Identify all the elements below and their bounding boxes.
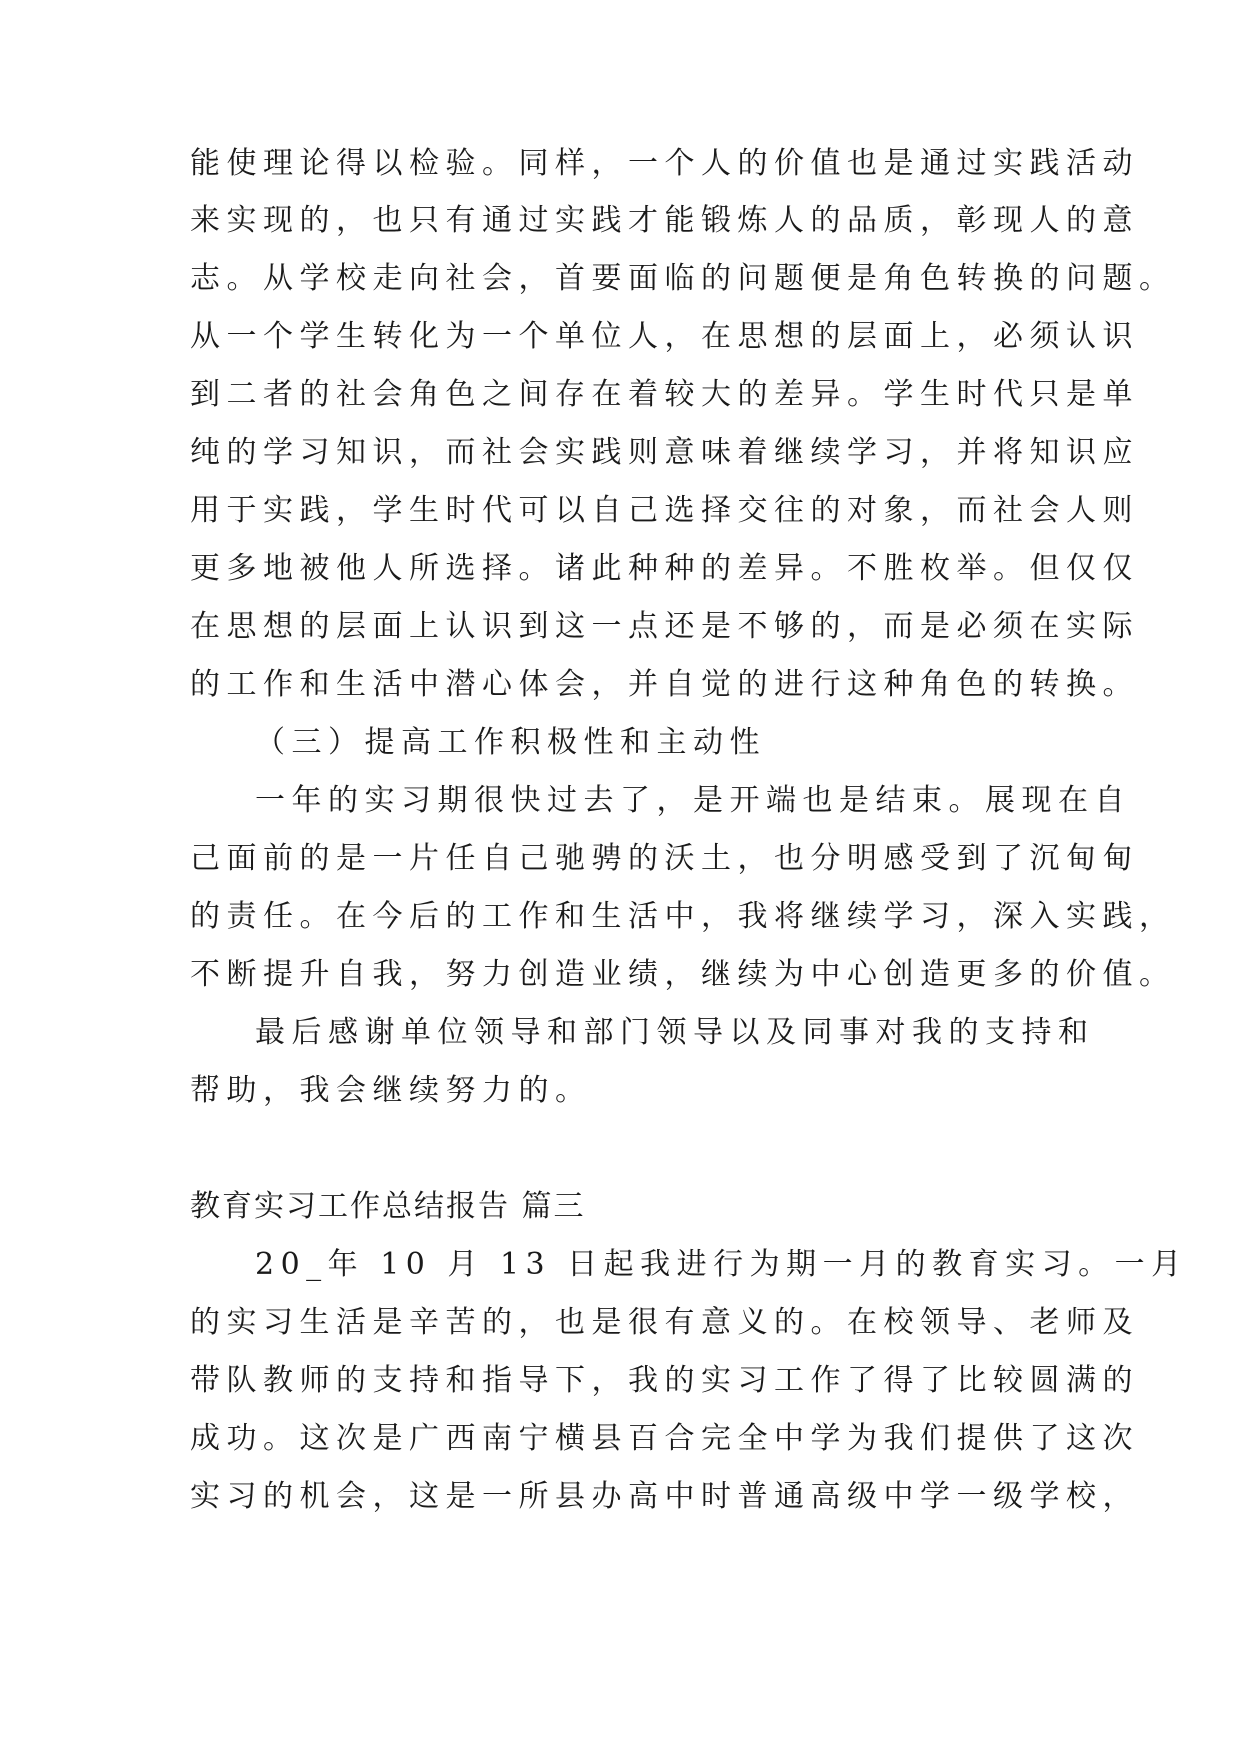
body-line: 在思想的层面上认识到这一点还是不够的，而是必须在实际 bbox=[190, 609, 1139, 644]
body-line: 从一个学生转化为一个单位人，在思想的层面上，必须认识 bbox=[190, 319, 1139, 354]
body-line: 更多地被他人所选择。诸此种种的差异。不胜枚举。但仅仅 bbox=[190, 551, 1139, 586]
body-line: 成功。这次是广西南宁横县百合完全中学为我们提供了这次 bbox=[190, 1421, 1139, 1456]
body-line: 的工作和生活中潜心体会，并自觉的进行这种角色的转换。 bbox=[190, 667, 1139, 702]
body-line: 带队教师的支持和指导下，我的实习工作了得了比较圆满的 bbox=[190, 1363, 1139, 1398]
body-line: 能使理论得以检验。同样，一个人的价值也是通过实践活动 bbox=[190, 146, 1139, 181]
body-line: 纯的学习知识，而社会实践则意味着继续学习，并将知识应 bbox=[190, 435, 1139, 470]
body-line: 用于实践，学生时代可以自己选择交往的对象，而社会人则 bbox=[190, 493, 1139, 528]
body-line: 到二者的社会角色之间存在着较大的差异。学生时代只是单 bbox=[190, 377, 1139, 412]
body-line: 来实现的，也只有通过实践才能锻炼人的品质，彰现人的意 bbox=[190, 203, 1139, 238]
body-line: 实习的机会，这是一所县办高中时普通高级中学一级学校， bbox=[190, 1479, 1139, 1514]
body-line: 己面前的是一片任自己驰骋的沃土，也分明感受到了沉甸甸 bbox=[190, 841, 1139, 876]
paragraph-first-line: 最后感谢单位领导和部门领导以及同事对我的支持和 bbox=[255, 1015, 1095, 1050]
body-line: 志。从学校走向社会，首要面临的问题便是角色转换的问题。 bbox=[190, 261, 1176, 296]
section-heading: （三）提高工作积极性和主动性 bbox=[255, 725, 766, 760]
section-title: 教育实习工作总结报告 篇三 bbox=[190, 1189, 586, 1224]
paragraph-first-line: 20_年 10 月 13 日起我进行为期一月的教育实习。一月 bbox=[255, 1247, 1188, 1282]
body-line: 的责任。在今后的工作和生活中，我将继续学习，深入实践， bbox=[190, 899, 1176, 934]
body-line: 帮助，我会继续努力的。 bbox=[190, 1073, 592, 1108]
body-line: 的实习生活是辛苦的，也是很有意义的。在校领导、老师及 bbox=[190, 1305, 1139, 1340]
paragraph-first-line: 一年的实习期很快过去了，是开端也是结束。展现在自 bbox=[255, 783, 1131, 818]
body-line: 不断提升自我，努力创造业绩，继续为中心创造更多的价值。 bbox=[190, 957, 1176, 992]
